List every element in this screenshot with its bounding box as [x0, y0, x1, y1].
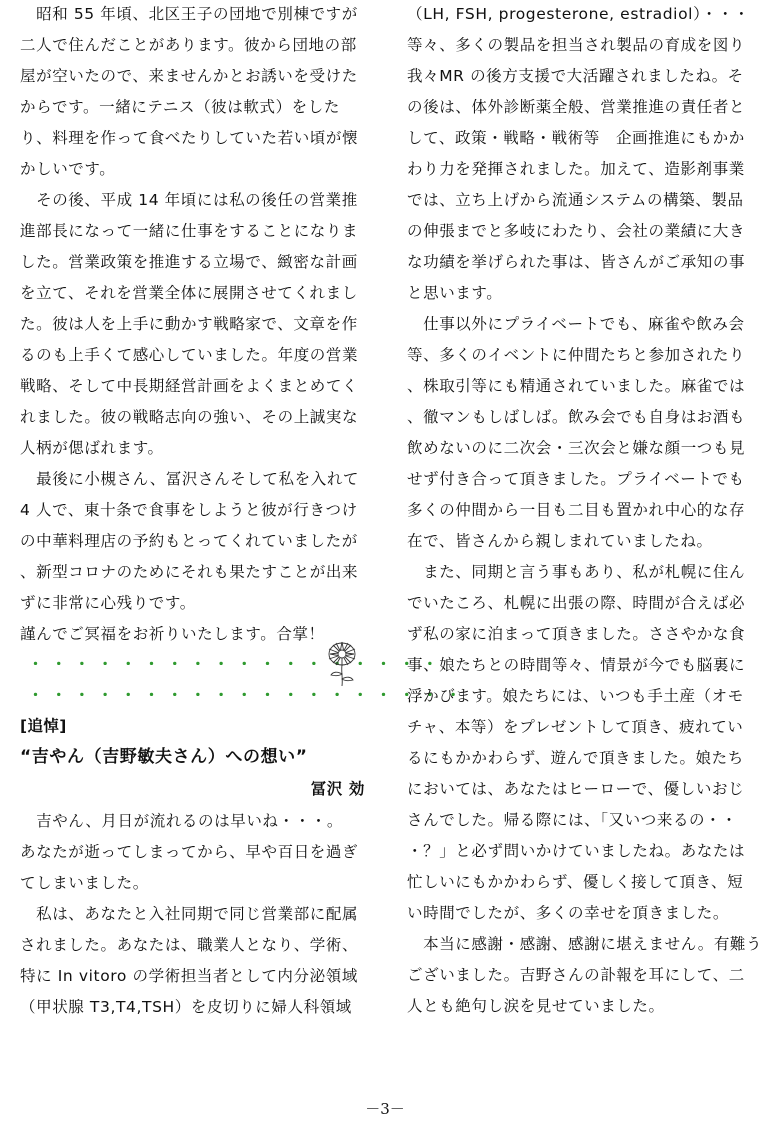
- text-line: 我々MR の後方支援で大活躍されましたね。そ: [407, 67, 744, 85]
- text-line: 謹んでご冥福をお祈りいたします。合掌！: [20, 625, 325, 643]
- section-tag: [追悼]: [20, 717, 67, 735]
- text-line: 人とも絶句し涙を見せていました。: [407, 997, 665, 1015]
- text-line: 事、娘たちとの時間等々、情景が今でも脳裏に: [407, 656, 746, 674]
- text-line: 等、多くのイベントに仲間たちと参加されたり: [407, 346, 746, 364]
- text-line: 特に In vitoro の学術担当者として内分泌領域: [20, 967, 358, 985]
- text-line: てしまいました。: [20, 874, 149, 892]
- text-line: 、徹マンもしばしば。飲み会でも自身はお酒も: [407, 408, 746, 426]
- author-name: 冨沢 効: [310, 780, 365, 798]
- text-line: な功績を挙げられた事は、皆さんがご承知の事: [407, 253, 746, 271]
- page-number: －3－: [365, 1100, 405, 1118]
- text-line: るにもかかわらず、遊んで頂きました。娘たち: [407, 749, 744, 767]
- text-line: ず私の家に泊まって頂きました。ささやかな食: [407, 625, 746, 643]
- text-line: い時間でしたが、多くの幸せを頂きました。: [407, 904, 730, 922]
- text-line: においては、あなたはヒーローで、優しいおじ: [407, 780, 745, 798]
- text-line: 飲めないのに二次会・三次会と嫌な顔一つも見: [407, 439, 746, 457]
- text-line: 仕事以外にプライベートでも、麻雀や飲み会: [407, 315, 745, 333]
- text-line: して、政策・戦略・戦術等 企画推進にもかか: [407, 129, 745, 147]
- text-line: の伸張までと多岐にわたり、会社の業績に大き: [407, 222, 746, 240]
- text-line: されました。あなたは、職業人となり、学術、: [20, 936, 359, 954]
- dotted-separator: ・・・・・・・・・・・・・・・・・・・: [28, 686, 469, 704]
- text-line: 進部長になって一緒に仕事をすることになりま: [20, 222, 359, 240]
- text-line: の後は、体外診断薬全般、営業推進の責任者と: [407, 98, 746, 116]
- text-line: かしいです。: [20, 160, 116, 178]
- text-line: ございました。吉野さんの訃報を耳にして、二: [407, 966, 745, 984]
- text-line: 在で、皆さんから親しまれていましたね。: [407, 532, 713, 550]
- text-line: では、立ち上げから流通システムの構築、製品: [407, 191, 744, 209]
- text-line: さんでした。帰る際には、「又いつ来るの・・: [407, 811, 738, 829]
- text-line: 人柄が偲ばれます。: [20, 439, 164, 457]
- text-line: 最後に小槻さん、冨沢さんそして私を入れて: [20, 470, 360, 488]
- text-line: 忙しいにもかかわらず、優しく接して頂き、短: [407, 873, 744, 891]
- text-line: あなたが逝ってしまってから、早や百日を過ぎ: [20, 843, 359, 861]
- text-line: 、株取引等にも精通されていました。麻雀では: [407, 377, 746, 395]
- text-line: 昭和 55 年頃、北区王子の団地で別棟ですが: [20, 5, 358, 23]
- text-line: 浮かびます。娘たちには、いつも手土産（オモ: [407, 687, 744, 705]
- text-line: の中華料理店の予約もとってくれていましたが: [20, 532, 358, 550]
- text-line: ・？」と必ず問いかけていましたね。あなたは: [407, 842, 746, 860]
- text-line: 私は、あなたと入社同期で同じ営業部に配属: [20, 905, 359, 923]
- text-line: また、同期と言う事もあり、私が札幌に住ん: [407, 563, 746, 581]
- text-line: わり力を発揮されました。加えて、造影剤事業: [407, 160, 745, 178]
- text-line: その後、平成 14 年頃には私の後任の営業推: [20, 191, 358, 209]
- chrysanthemum-icon: [326, 641, 358, 687]
- text-line: 、新型コロナのためにそれも果たすことが出来: [20, 563, 359, 581]
- text-line: るのも上手くて感心していました。年度の営業: [20, 346, 359, 364]
- text-line: （LH, FSH, progesterone, estradiol）・・・: [407, 5, 750, 23]
- text-line: 屋が空いたので、来ませんかとお誘いを受けた: [20, 67, 358, 85]
- text-line: からです。一緒にテニス（彼は軟式）をした: [20, 98, 340, 116]
- text-line: 4 人で、東十条で食事をしようと彼が行きつけ: [20, 501, 358, 519]
- article-title: “吉やん（吉野敏夫さん）への想い”: [20, 747, 308, 767]
- text-line: を立て、それを営業全体に展開させてくれまし: [20, 284, 358, 302]
- text-line: 多くの仲間から一目も二目も置かれ中心的な存: [407, 501, 746, 519]
- text-line: 等々、多くの製品を担当され製品の育成を図り: [407, 36, 746, 54]
- text-line: ずに非常に心残りです。: [20, 594, 196, 612]
- text-line: 本当に感謝・感謝、感謝に堪えません。有難う: [407, 935, 763, 953]
- text-line: た。彼は人を上手に動かす戦略家で、文章を作: [20, 315, 358, 333]
- text-line: チャ、本等）をプレゼントして頂き、疲れてい: [407, 718, 744, 736]
- text-line: れました。彼の戦略志向の強い、その上誠実な: [20, 408, 359, 426]
- text-line: 戦略、そして中長期経営計画をよくまとめてく: [20, 377, 359, 395]
- text-line: と思います。: [407, 284, 503, 302]
- text-line: した。営業政策を推進する立場で、緻密な計画: [20, 253, 358, 271]
- text-line: 吉やん、月日が流れるのは早いね・・・。: [20, 812, 343, 830]
- text-line: せず付き合って頂きました。プライベートでも: [407, 470, 745, 488]
- text-line: 二人で住んだことがあります。彼から団地の部: [20, 36, 357, 54]
- dotted-separator: ・・・・・・・・・・・・・・・・・・: [28, 655, 446, 673]
- text-line: り、料理を作って食べたりしていた若い頃が懐: [20, 129, 359, 147]
- text-line: でいたころ、札幌に出張の際、時間が合えば必: [407, 594, 746, 612]
- text-line: （甲状腺 T3,T4,TSH）を皮切りに婦人科領域: [20, 998, 352, 1016]
